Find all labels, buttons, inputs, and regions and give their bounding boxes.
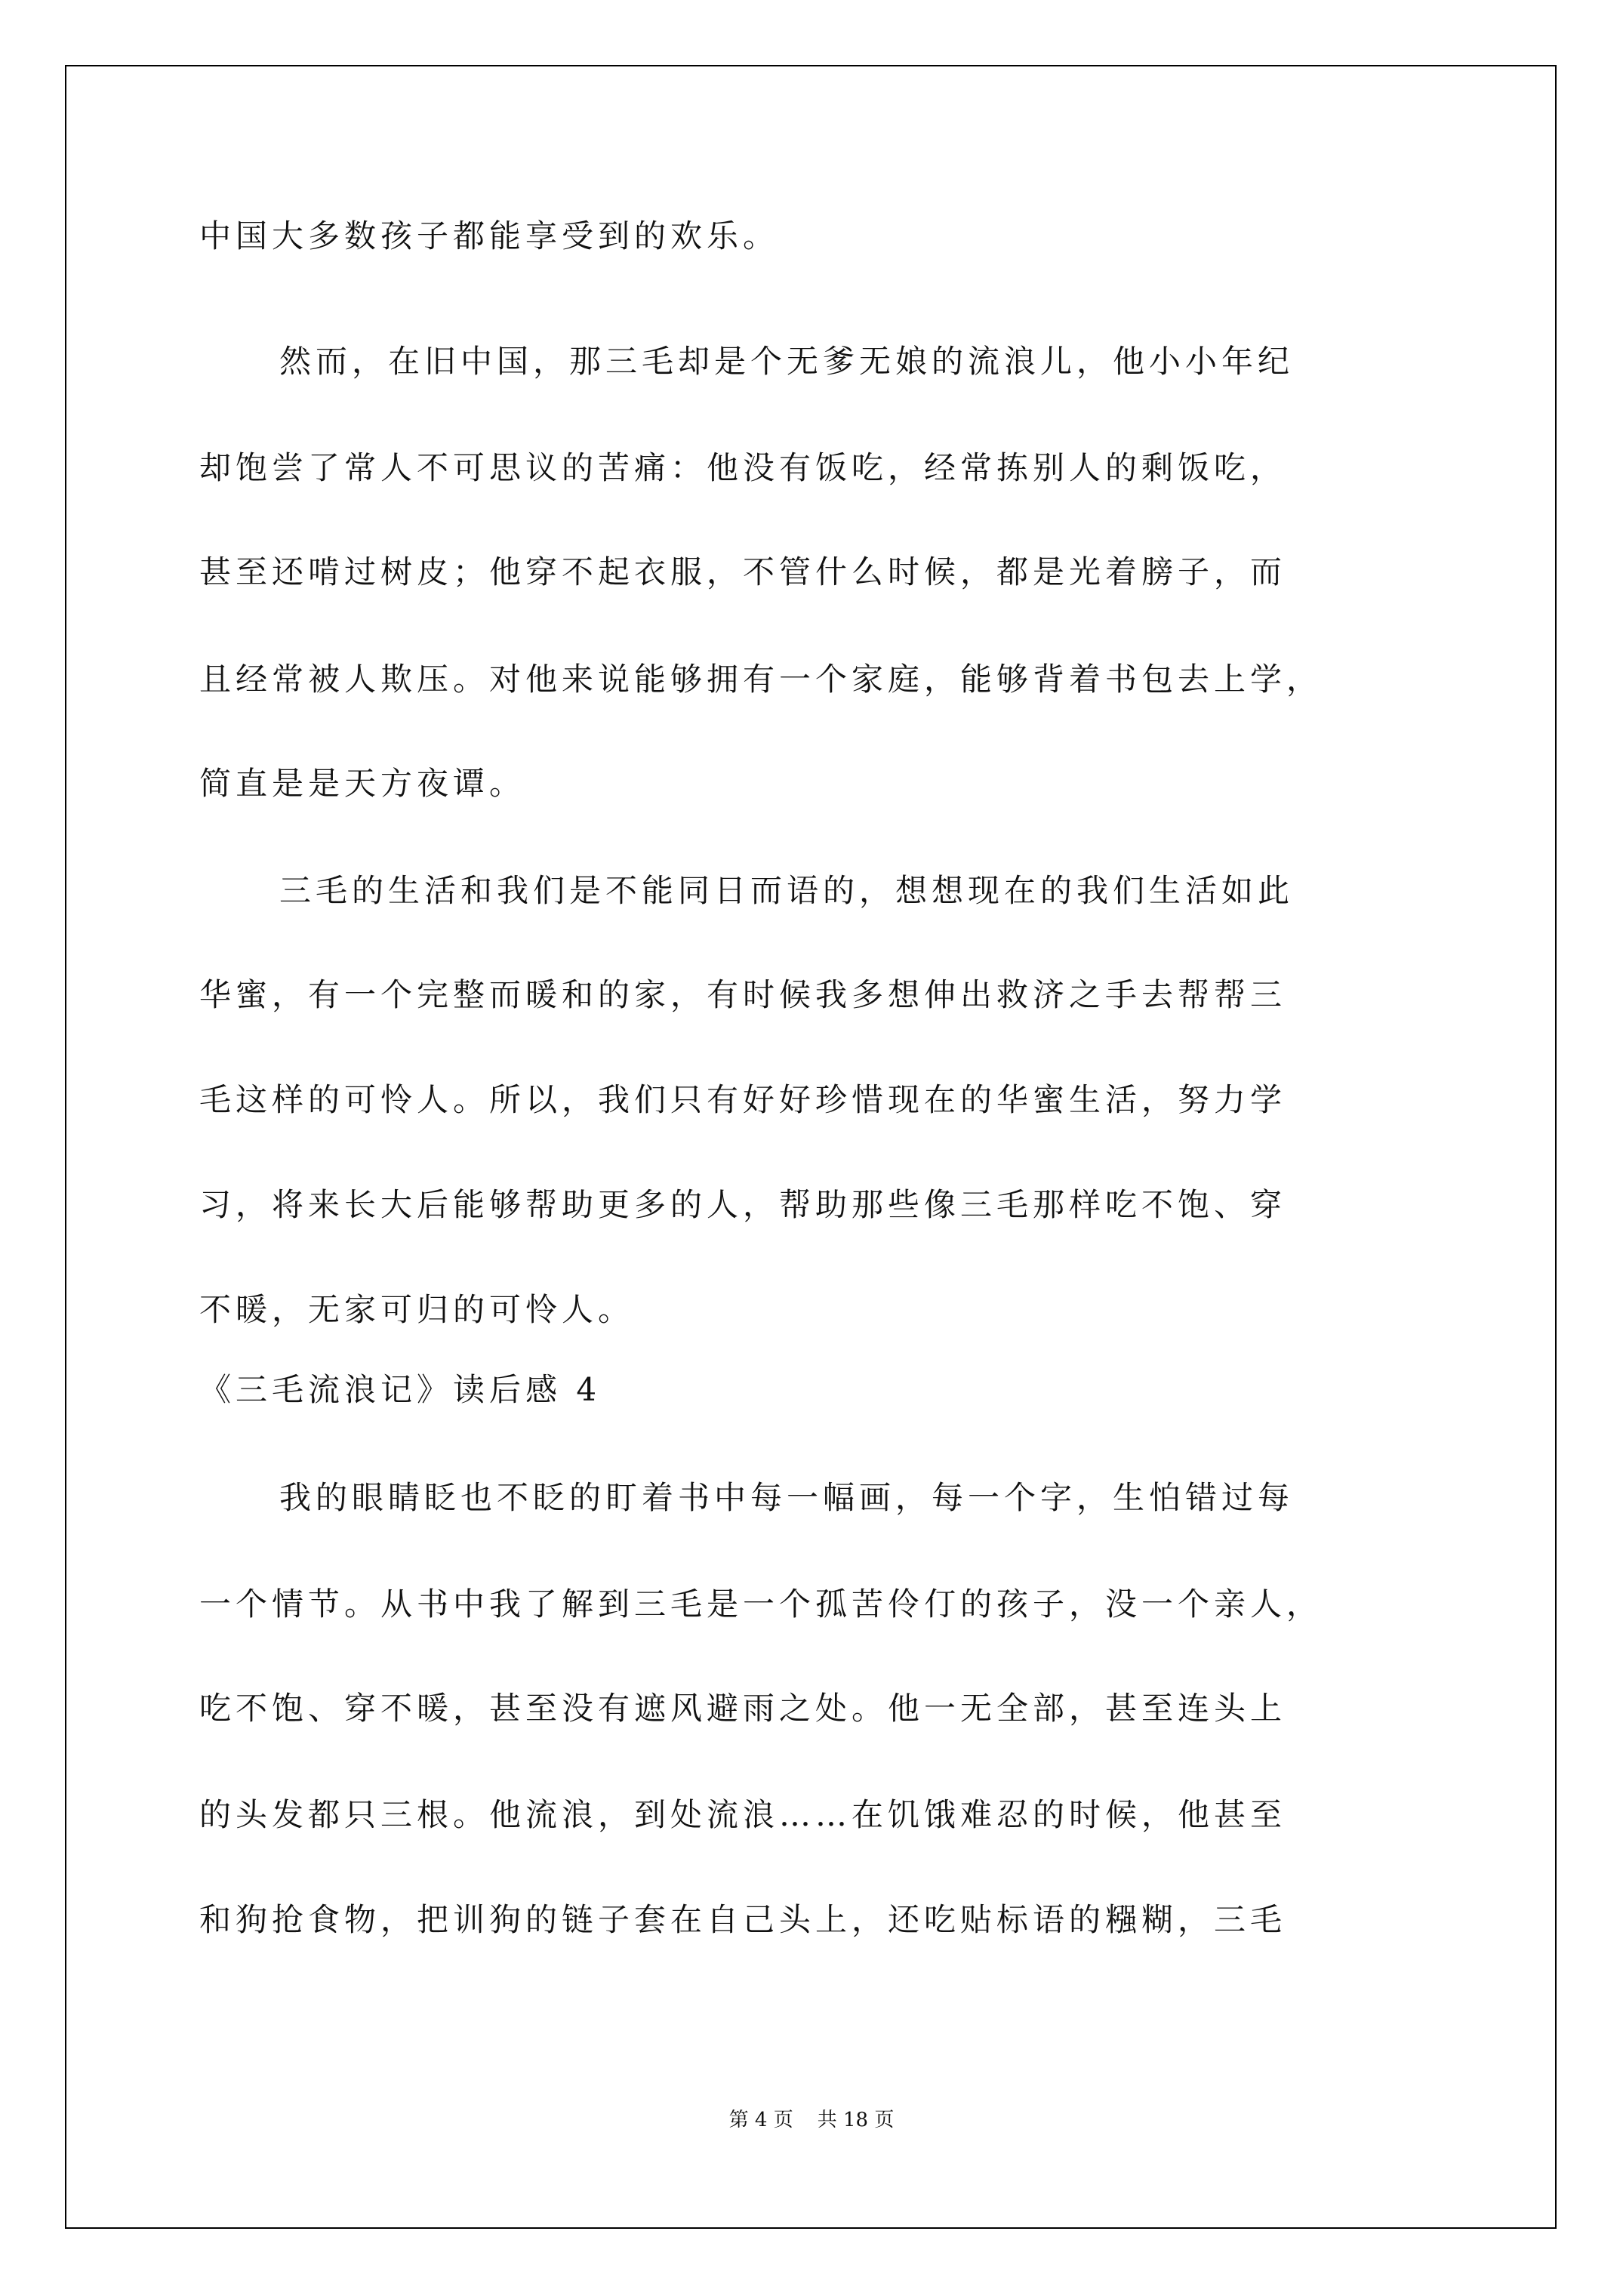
text-line: 且经常被人欺压。对他来说能够拥有一个家庭，能够背着书包去上学， — [199, 661, 1323, 698]
text-line: 和狗抢食物，把训狗的链子套在自己头上，还吃贴标语的糨糊，三毛 — [199, 1901, 1287, 1938]
text-line: 华蜜，有一个完整而暖和的家，有时候我多想伸出救济之手去帮帮三 — [199, 976, 1287, 1013]
text-line: 一个情节。从书中我了解到三毛是一个孤苦伶仃的孩子，没一个亲人， — [199, 1586, 1323, 1623]
text-line: 不暖，无家可归的可怜人。 — [199, 1291, 635, 1328]
paragraph-first-line: 我的眼睛眨也不眨的盯着书中每一幅画，每一个字，生怕错过每 — [279, 1479, 1295, 1516]
text-line: 中国大多数孩子都能享受到的欢乐。 — [199, 217, 780, 254]
page-number: 第 4 页 — [728, 2109, 793, 2131]
text-line: 习，将来长大后能够帮助更多的人，帮助那些像三毛那样吃不饱、穿 — [199, 1186, 1287, 1223]
text-line: 吃不饱、穿不暖，甚至没有遮风避雨之处。他一无全部，甚至连头上 — [199, 1690, 1287, 1727]
text-line: 却饱尝了常人不可思议的苦痛：他没有饭吃，经常拣别人的剩饭吃， — [199, 449, 1287, 486]
section-heading: 《三毛流浪记》读后感 4 — [199, 1371, 602, 1408]
paragraph-first-line: 三毛的生活和我们是不能同日而语的，想想现在的我们生活如此 — [279, 872, 1295, 909]
paragraph-first-line: 然而，在旧中国，那三毛却是个无爹无娘的流浪儿，他小小年纪 — [279, 343, 1295, 380]
text-line: 的头发都只三根。他流浪，到处流浪……在饥饿难忍的时候，他甚至 — [199, 1796, 1287, 1833]
page-footer — [0, 2105, 1623, 2135]
text-line: 简直是是天方夜谭。 — [199, 765, 526, 802]
text-line: 甚至还啃过树皮；他穿不起衣服，不管什么时候，都是光着膀子，而 — [199, 553, 1287, 590]
page-total: 共 18 页 — [817, 2109, 895, 2131]
text-line: 毛这样的可怜人。所以，我们只有好好珍惜现在的华蜜生活，努力学 — [199, 1081, 1287, 1118]
